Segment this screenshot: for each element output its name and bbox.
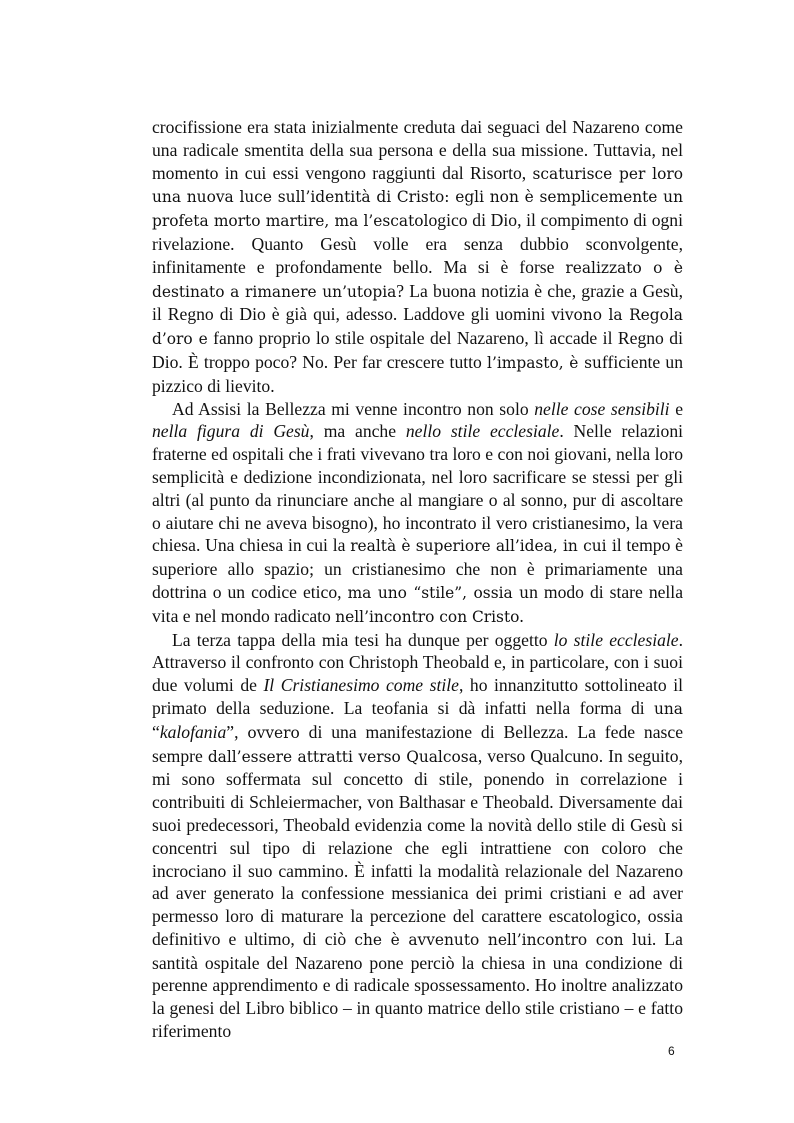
highlighted-text: l’impasto, è su (487, 353, 602, 372)
italic-text: nelle cose sensibili (534, 398, 670, 419)
text-run: n modo di stare nella vita e nel mondo radicato (152, 581, 684, 626)
text-run: l tempo è superiore allo spazio; un cristianesimo che non è primariamente una dottrina o un codice etico, (152, 535, 683, 602)
highlighted-text: dall’essere attratti verso Qualcosa (207, 747, 478, 766)
italic-text: kalofania (159, 721, 227, 742)
italic-text: Il Cristianesimo come stile (263, 675, 459, 696)
text-run: “ (152, 721, 160, 742)
text-run: . (519, 605, 524, 626)
italic-text: lo stile ecclesiale (553, 629, 679, 650)
text-run: La terza tappa della mia tesi ha dunque per oggetto (172, 629, 554, 650)
italic-text: nella figura di Gesù (152, 421, 310, 442)
highlighted-text: nell’incontro con Cristo (335, 607, 520, 626)
page-number: 6 (668, 1044, 675, 1058)
text-run: , ho innanzitutto sottolineato il primato della seduzione. La teofania si dà infatti nella forma di (152, 675, 683, 718)
text-run: ”, (226, 721, 248, 742)
highlighted-text: ovvero (247, 723, 300, 742)
text-run: ogico di Dio, il compimento di ogni rivelazione. Quanto Gesù volle era senza dubbio sconvolgente, infinitamente e profondamente bello. Ma si è forse (152, 210, 683, 277)
highlighted-text: scaturisce per loro una nuova luce sull’identità di Cristo: egli non è semplicemente un profeta morto martire, ma l’escatol (152, 164, 683, 231)
text-run: ? La buona notizia è che, grazie a Gesù, il Regno di Dio è già qui, adesso. Laddove gli uomini (152, 280, 683, 325)
italic-text: nello stile ecclesiale (405, 421, 560, 442)
highlighted-text: vivono la Regola d’oro e (152, 306, 683, 349)
paragraph (152, 629, 683, 1043)
text-run: crocifissione era stata inizialmente creduta dai seguaci del Nazareno come una radicale smentita della sua persona e della sua missione. Tuttavia, nel momento in cui essi vengono raggiunti dal Risorto, (152, 117, 683, 183)
highlighted-text: realtà è superiore all’idea, in cui i (350, 537, 617, 556)
highlighted-text: realizzato o è destinato a rimanere un’utopia (152, 258, 683, 301)
highlighted-text: una (653, 699, 683, 718)
text-run: fanno proprio lo stile ospitale del Nazareno, lì accade il Regno di Dio. È troppo poco? No. Per far crescere tutto (152, 328, 683, 372)
text-run: . Nelle relazioni fraterne ed ospitali che i frati vivevano tra loro e con noi giovani, nella loro semplicità e dedizione incondizionata, nel loro sacrificare se stessi per gli altri (al punto da rinunciare anche al mangiare o al sonno, pur di ascoltare o aiutare chi ne aveva bisogno), ho incontrato il vero cristianesimo, la vera chiesa. Una chiesa in cui la (152, 421, 683, 556)
text-run: , ma anche (309, 421, 406, 442)
body-text (152, 116, 683, 1043)
text-run: , verso Qualcuno. In seguito, mi sono soffermata sul concetto di stile, ponendo in correlazione i contribuiti di Schleiermacher, von Balthasar e Theobald. Diversamente dai suoi predecessori, Theobald evidenzia come la novità dello stile di Gesù si concentri sul tipo di relazione che egli intrattiene con coloro che incrociano il suo cammino. È infatti la modalità relazionale del Nazareno ad aver generato la confessione messianica dei primi cristiani e ad aver permesso loro di maturare la percezione del carattere escatologico, ossia definitivo e ultimo, di ciò (152, 745, 684, 949)
text-run: e (669, 398, 683, 419)
text-run: fficiente un pizzico di lievito. (152, 351, 684, 396)
highlighted-text: che è avvenuto nell’incontro con lui (354, 930, 652, 949)
text-run: . La santità ospitale del Nazareno pone perciò la chiesa in una condizione di perenne apprendimento e di radicale spossessamento. Ho inoltre analizzato la genesi del Libro biblico – in quanto matrice dello stile cristiano – e fatto riferimento (152, 928, 683, 1042)
highlighted-text: ma uno “stile”, ossia u (347, 583, 530, 602)
text-run: Ad Assisi la Bellezza mi venne incontro non solo (172, 398, 535, 419)
text-run: . Attraverso il confronto con Christoph Theobald e, in particolare, con i suoi due volumi de (152, 629, 683, 696)
paragraph (152, 398, 683, 629)
paragraph (152, 116, 683, 398)
text-run: di una manifestazione di Bellezza. La fede nasce sempre (152, 721, 684, 766)
